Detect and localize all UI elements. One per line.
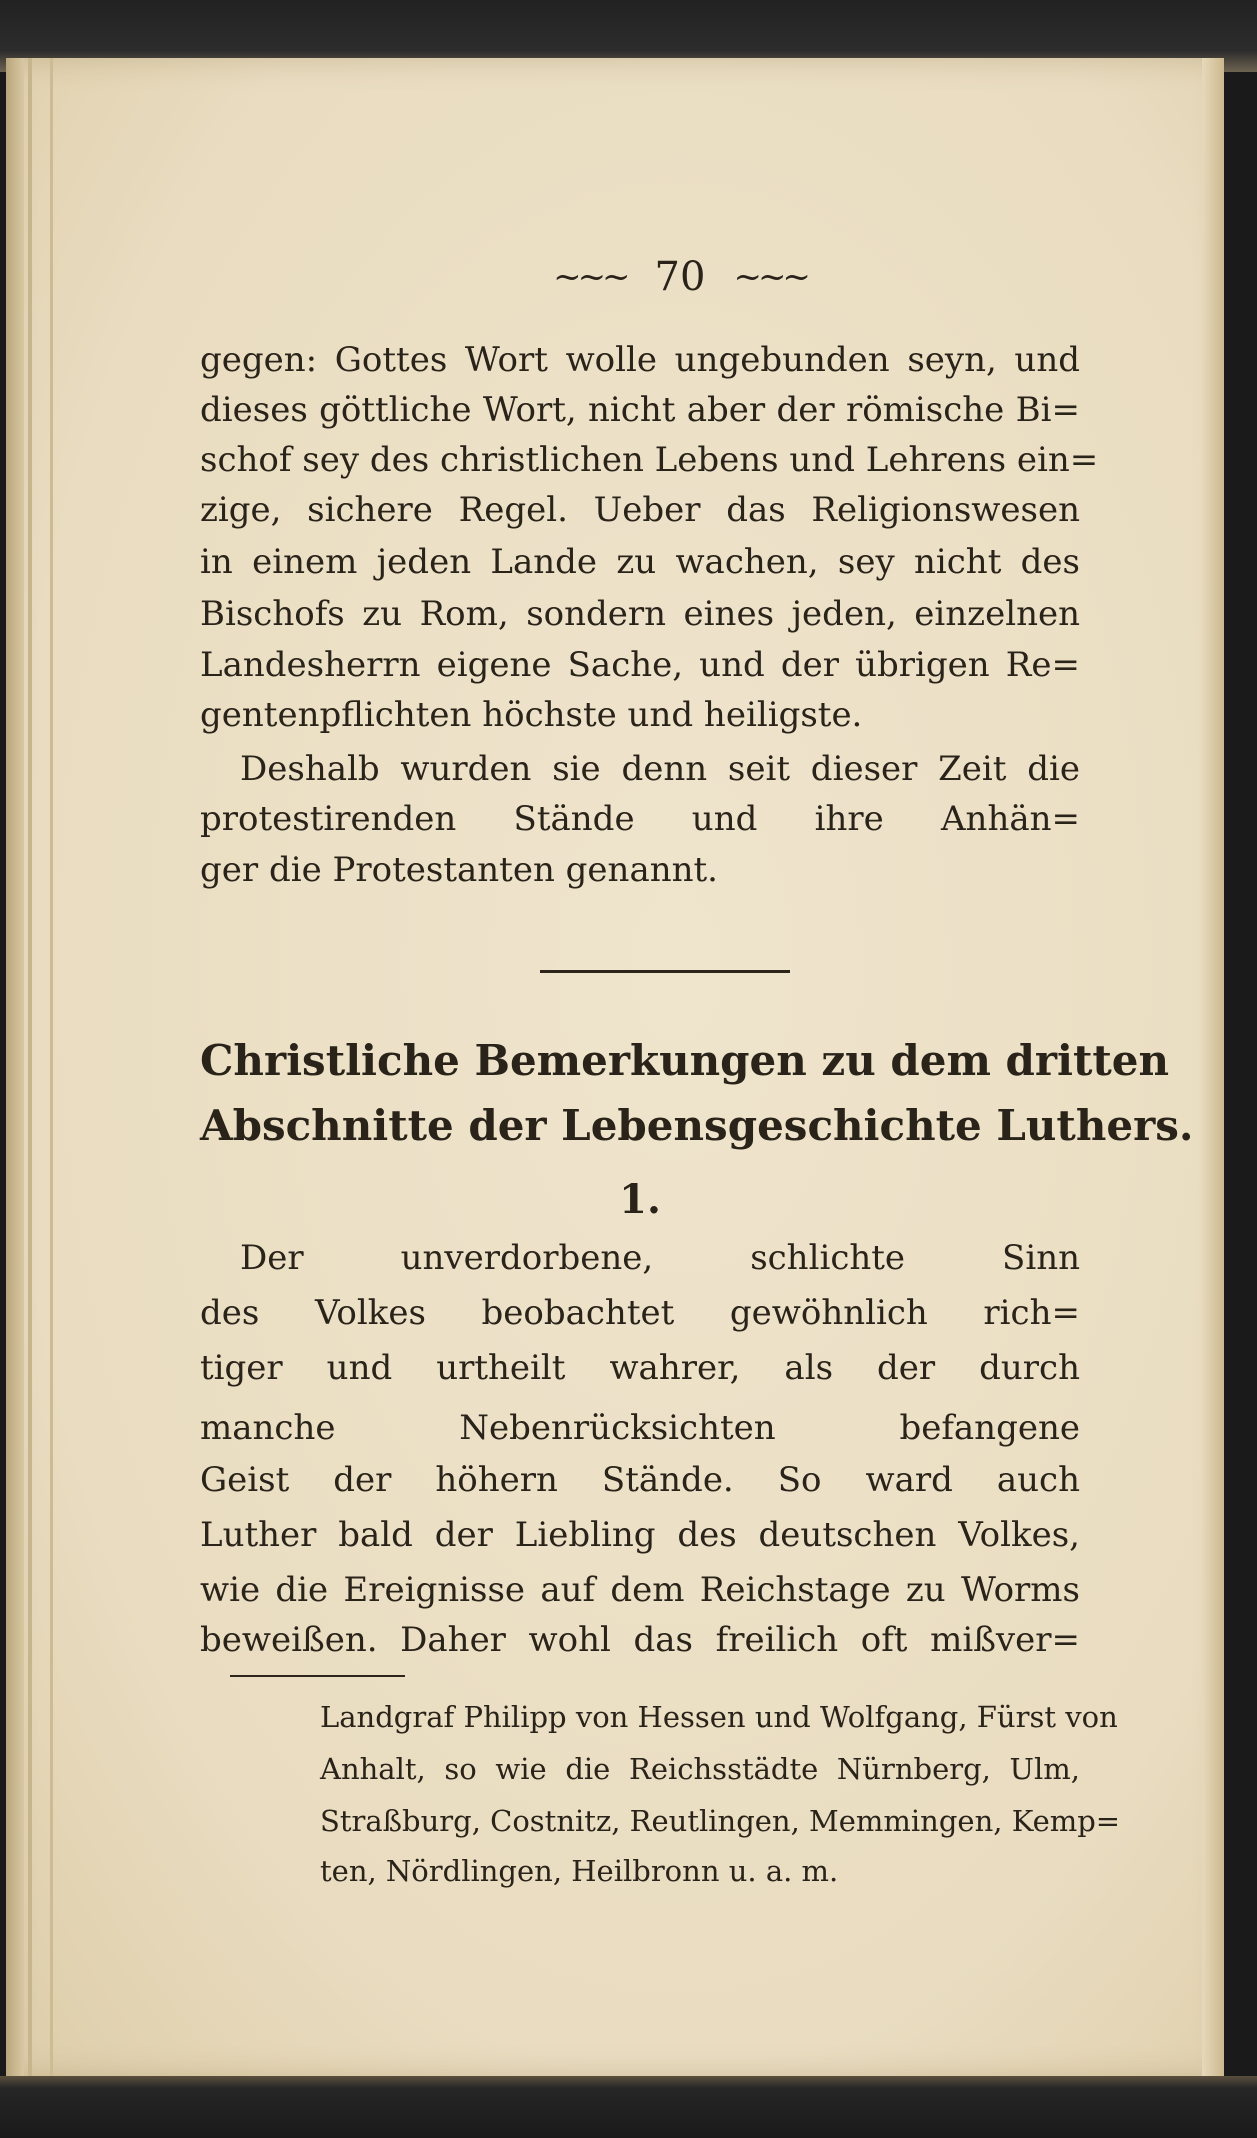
page-edge-left	[6, 58, 24, 2078]
text-line: dieses göttliche Wort, nicht aber der römische Bi=	[200, 390, 1080, 430]
text-line: gegen: Gottes Wort wolle ungebunden seyn, und	[200, 340, 1080, 380]
header-ornament-left: ~~~	[553, 257, 627, 297]
text-line: in einem jeden Lande zu wachen, sey nicht des	[200, 542, 1080, 582]
text-line: wie die Ereignisse auf dem Reichstage zu Worms	[200, 1570, 1080, 1610]
footnote-line: Landgraf Philipp von Hessen und Wolfgang, Fürst von	[320, 1700, 1118, 1734]
text-line: schof sey des christlichen Lebens und Lehrens ein=	[200, 440, 1099, 480]
section-heading-line: Abschnitte der Lebensgeschichte Luthers.	[200, 1101, 1194, 1150]
page-number: 70	[654, 254, 706, 300]
text-line: tiger und urtheilt wahrer, als der durch	[200, 1348, 1080, 1388]
text-line: Deshalb wurden sie denn seit dieser Zeit die	[240, 749, 1080, 789]
page-edge-left-fold	[50, 58, 53, 2078]
text-line: beweißen. Daher wohl das freilich oft mißver=	[200, 1620, 1080, 1660]
footnote-line: Anhalt, so wie die Reichsstädte Nürnberg, Ulm,	[320, 1752, 1080, 1786]
scan-bottom-border	[0, 2076, 1257, 2138]
text-line: Bischofs zu Rom, sondern eines jeden, einzelnen	[200, 594, 1080, 634]
section-number: 1.	[619, 1176, 661, 1223]
text-line: gentenpflichten höchste und heiligste.	[200, 695, 863, 735]
text-line: manche Nebenrücksichten befangene	[200, 1408, 1080, 1448]
page-edge-right	[1202, 58, 1224, 2078]
text-line: zige, sichere Regel. Ueber das Religionswesen	[200, 490, 1080, 530]
page-header	[530, 252, 830, 302]
text-line: protestirenden Stände und ihre Anhän=	[200, 799, 1080, 839]
text-line: Luther bald der Liebling des deutschen Volkes,	[200, 1515, 1080, 1555]
header-ornament-right: ~~~	[733, 257, 807, 297]
text-line: Landesherrn eigene Sache, und der übrigen Re=	[200, 645, 1080, 685]
footnote-line: ten, Nördlingen, Heilbronn u. a. m.	[320, 1854, 839, 1888]
text-line: Der unverdorbene, schlichte Sinn	[240, 1238, 1080, 1278]
footnote-divider	[230, 1675, 405, 1677]
section-heading-line: Christliche Bemerkungen zu dem dritten	[200, 1036, 1170, 1085]
footnote-line: Straßburg, Costnitz, Reutlingen, Memmingen, Kemp=	[320, 1804, 1121, 1838]
text-line: Geist der höhern Stände. So ward auch	[200, 1460, 1080, 1500]
text-line: ger die Protestanten genannt.	[200, 850, 718, 890]
text-line: des Volkes beobachtet gewöhnlich rich=	[200, 1293, 1080, 1333]
page-edge-left-inner	[28, 58, 32, 2078]
section-divider	[540, 970, 790, 973]
